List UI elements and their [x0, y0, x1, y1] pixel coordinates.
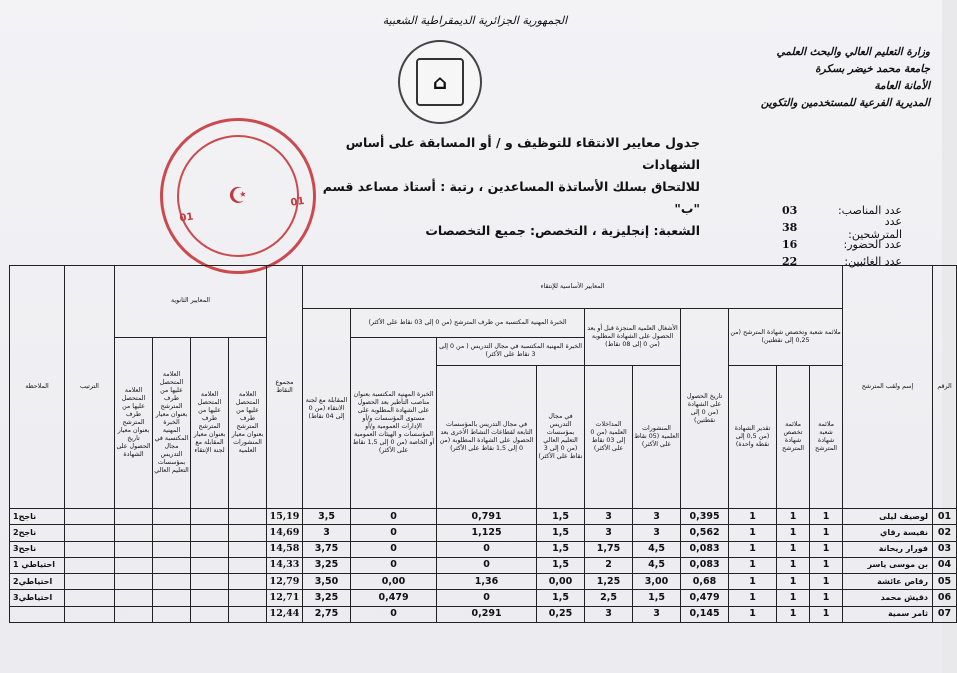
cell-sec-2: [191, 606, 229, 622]
cell-sec-2: [191, 541, 229, 557]
cell-higher: 1,5: [537, 557, 585, 573]
table-row: [10, 557, 957, 573]
cell-comms: 3: [585, 525, 633, 541]
title-line-1: جدول معايير الانتقاء للتوظيف و / أو المسابقة على أساس الشهادات: [345, 135, 700, 172]
cell-rank: [65, 590, 115, 606]
cell-note: ناجح3: [10, 541, 65, 557]
cell-spec: 1: [810, 525, 843, 541]
group-header-experience: الخبرة المهنية المكتسبة من طرف المترشح (من 0 إلى 03 نقاط على الأكثر): [351, 309, 585, 337]
cell-admin: 0: [351, 557, 437, 573]
university-line: جامعة محمد خيضر بسكرة: [815, 63, 930, 75]
cell-pubs: 4,5: [633, 541, 681, 557]
cell-time: 0,68: [681, 574, 729, 590]
cell-sec-1: [229, 574, 267, 590]
col-header-field: ملائمة تخصص شهادة المترشح: [777, 365, 810, 508]
stats-block: [762, 202, 902, 270]
ministry-block: [700, 44, 930, 112]
cell-num: 04: [933, 557, 957, 573]
cell-total: 14,33: [267, 557, 303, 573]
cell-sec-3: [153, 557, 191, 573]
col-header-sec-3: العلامة المتحصل عليها من طرف المترشح بعنوان معيار الخبرة المهنية المكتسبة في مجال التدريس بمؤسسات التعليم العالي: [153, 337, 191, 508]
cell-other: 1,125: [437, 525, 537, 541]
cell-grade: 1: [729, 574, 777, 590]
cell-interview: 3,25: [303, 557, 351, 573]
cell-name: ثامر سمية: [843, 606, 933, 622]
cell-higher: 1,5: [537, 509, 585, 525]
cell-name: نفيسة رقاي: [843, 525, 933, 541]
cell-grade: 1: [729, 590, 777, 606]
col-header-grade: تقدير الشهادة (من 0,5 إلى نقطة واحدة): [729, 365, 777, 508]
stat-candidates: [762, 214, 902, 241]
cell-num: 03: [933, 541, 957, 557]
cell-sec-2: [191, 509, 229, 525]
col-header-comms: المداخلات العلمية (من 0 إلى 03 نقاط على الأكثر): [585, 365, 633, 508]
cell-grade: 1: [729, 541, 777, 557]
table-row: [10, 525, 957, 541]
cell-spec: 1: [810, 509, 843, 525]
cell-sec-4: [115, 557, 153, 573]
secretariat-line: الأمانة العامة: [874, 80, 930, 92]
cell-spec: 1: [810, 590, 843, 606]
cell-note: احتياطي 1: [10, 557, 65, 573]
cell-spec: 1: [810, 574, 843, 590]
republic-heading: الجمهورية الجزائرية الديمقراطية الشعبية: [382, 14, 568, 27]
col-header-spec: ملائمة شعبة شهادة المترشح: [810, 365, 843, 508]
cell-pubs: 3: [633, 606, 681, 622]
cell-sec-3: [153, 606, 191, 622]
cell-note: [10, 606, 65, 622]
selection-criteria-table: [9, 265, 957, 623]
stat-value: 38: [782, 221, 798, 234]
cell-field: 1: [777, 541, 810, 557]
col-header-time: تاريخ الحصول على الشهادة (من 0 إلى نقطتين): [681, 309, 729, 509]
cell-field: 1: [777, 574, 810, 590]
cell-grade: 1: [729, 509, 777, 525]
cell-sec-2: [191, 525, 229, 541]
cell-pubs: 3: [633, 525, 681, 541]
col-header-total: مجموع النقاط: [267, 266, 303, 509]
cell-sec-3: [153, 509, 191, 525]
cell-other: 1,36: [437, 574, 537, 590]
cell-spec: 1: [810, 541, 843, 557]
cell-name: بن موسى ياسر: [843, 557, 933, 573]
cell-name: دقيش محمد: [843, 590, 933, 606]
group-header-basic: المعايير الأساسية للإنتقاء: [303, 266, 843, 309]
title-line-2: للالتحاق بسلك الأساتذة المساعدين ، رتبة : أستاذ مساعد قسم "ب": [322, 179, 700, 216]
cell-rank: [65, 606, 115, 622]
university-logo-icon: ⌂: [398, 40, 482, 124]
cell-admin: 0: [351, 606, 437, 622]
group-header-secondary: المعايير الثانوية: [115, 266, 267, 338]
cell-interview: 3,5: [303, 509, 351, 525]
cell-sec-1: [229, 541, 267, 557]
cell-sec-2: [191, 590, 229, 606]
table-row: [10, 509, 957, 525]
cell-pubs: 3: [633, 509, 681, 525]
cell-comms: 1,75: [585, 541, 633, 557]
cell-interview: 2,75: [303, 606, 351, 622]
cell-sec-4: [115, 509, 153, 525]
stat-value: 16: [782, 238, 798, 251]
cell-num: 06: [933, 590, 957, 606]
col-header-name: إسم ولقب المترشح: [843, 266, 933, 509]
cell-pubs: 1,5: [633, 590, 681, 606]
group-header-match: ملائمة شعبة وتخصص شهادة المترشح (من 0,25 إلى نقطتين): [729, 309, 843, 365]
col-header-admin: الخبرة المهنية المكتسبة بعنوان مناصب التأطير بعد الحصول على الشهادة المطلوبة على مستوى المؤسسات و/أو الإدارات العمومية و/أو المؤسسات و الهيئات العمومية أو الخاصة (من 0 إلى 1,5 نقاط على الأكثر): [351, 337, 437, 508]
cell-other: 0,291: [437, 606, 537, 622]
cell-time: 0,083: [681, 557, 729, 573]
ministry-line: وزارة التعليم العالي والبحث العلمي: [776, 46, 930, 58]
cell-sec-2: [191, 557, 229, 573]
col-header-rank: الترتيب: [65, 266, 115, 509]
cell-interview: 3: [303, 525, 351, 541]
cell-num: 02: [933, 525, 957, 541]
cell-sec-4: [115, 541, 153, 557]
cell-spec: 1: [810, 606, 843, 622]
cell-admin: 0: [351, 525, 437, 541]
cell-comms: 1,25: [585, 574, 633, 590]
cell-grade: 1: [729, 606, 777, 622]
cell-sec-1: [229, 509, 267, 525]
cell-comms: 2: [585, 557, 633, 573]
cell-field: 1: [777, 590, 810, 606]
col-header-other: في مجال التدريس بالمؤسسات التابعة لقطاعات النشاط الأخرى بعد الحصول على الشهادة المطلوبة (من 0 إلى 1,5 نقاط على الأكثر): [437, 365, 537, 508]
directorate-line: المديرية الفرعية للمستخدمين والتكوين: [760, 97, 930, 109]
cell-spec: 1: [810, 557, 843, 573]
cell-note: احتياطي2: [10, 574, 65, 590]
cell-sec-1: [229, 525, 267, 541]
cell-sec-1: [229, 606, 267, 622]
table-row: [10, 606, 957, 622]
table-row: [10, 590, 957, 606]
cell-comms: 2,5: [585, 590, 633, 606]
cell-time: 0,562: [681, 525, 729, 541]
table-row: [10, 574, 957, 590]
cell-name: لوصيف ليلى: [843, 509, 933, 525]
cell-sec-1: [229, 557, 267, 573]
cell-other: 0: [437, 541, 537, 557]
cell-time: 0,145: [681, 606, 729, 622]
cell-grade: 1: [729, 525, 777, 541]
cell-rank: [65, 541, 115, 557]
cell-note: ناجح2: [10, 525, 65, 541]
group-header-research: الأشغال العلمية المنجزة قبل أو بعد الحصول على الشهادة المطلوبة (من 0 إلى 08 نقاط): [585, 309, 681, 365]
cell-interview: 3,75: [303, 541, 351, 557]
table-row: [10, 541, 957, 557]
cell-admin: 0: [351, 541, 437, 557]
group-header-exp-teaching: الخبرة المهنية المكتسبة في مجال التدريس ( من 0 إلى 3 نقاط على الأكثر): [437, 337, 585, 365]
cell-interview: 3,50: [303, 574, 351, 590]
cell-sec-2: [191, 574, 229, 590]
cell-sec-1: [229, 590, 267, 606]
cell-admin: 0: [351, 509, 437, 525]
cell-num: 01: [933, 509, 957, 525]
cell-other: 0: [437, 590, 537, 606]
cell-total: 12,79: [267, 574, 303, 590]
cell-sec-3: [153, 574, 191, 590]
cell-sec-4: [115, 525, 153, 541]
cell-total: 12,71: [267, 590, 303, 606]
cell-rank: [65, 557, 115, 573]
col-header-num: الرقم: [933, 266, 957, 509]
stat-value: 22: [782, 255, 798, 268]
cell-higher: 0,25: [537, 606, 585, 622]
cell-num: 07: [933, 606, 957, 622]
cell-total: 14,69: [267, 525, 303, 541]
cell-comms: 3: [585, 606, 633, 622]
cell-comms: 3: [585, 509, 633, 525]
cell-admin: 0,00: [351, 574, 437, 590]
title-line-3: الشعبة: إنجليزية ، التخصص: جميع التخصصات: [425, 223, 700, 238]
cell-sec-4: [115, 574, 153, 590]
cell-pubs: 3,00: [633, 574, 681, 590]
col-header-pubs: المنشورات العلمية (05 نقاط على الأكثر): [633, 365, 681, 508]
cell-field: 1: [777, 606, 810, 622]
cell-admin: 0,479: [351, 590, 437, 606]
col-header-sec-1: العلامة المتحصل عليها من طرف المترشح بعنوان معيار المنشورات العلمية: [229, 337, 267, 508]
cell-other: 0: [437, 557, 537, 573]
cell-higher: 0,00: [537, 574, 585, 590]
cell-rank: [65, 525, 115, 541]
cell-rank: [65, 509, 115, 525]
cell-interview: 3,25: [303, 590, 351, 606]
col-header-interview: المقابلة مع لجنة الانتقاء (من 0 إلى 04 نقاط): [303, 309, 351, 509]
cell-higher: 1,5: [537, 541, 585, 557]
cell-grade: 1: [729, 557, 777, 573]
col-header-sec-2: العلامة المتحصل عليها من طرف المترشح بعنوان معيار المقابلة مع لجنة الإنتقاء: [191, 337, 229, 508]
cell-time: 0,083: [681, 541, 729, 557]
official-stamp-icon: 01 ☪ 01: [150, 108, 326, 284]
cell-sec-3: [153, 590, 191, 606]
stat-label: عدد الغائبين:: [844, 255, 902, 268]
stat-label: عدد المترشحين:: [848, 214, 902, 241]
col-header-note: الملاحظة: [10, 266, 65, 509]
cell-other: 0,791: [437, 509, 537, 525]
stat-label: عدد الحضور:: [843, 238, 902, 251]
cell-higher: 1,5: [537, 525, 585, 541]
cell-sec-3: [153, 525, 191, 541]
cell-num: 05: [933, 574, 957, 590]
cell-sec-3: [153, 541, 191, 557]
cell-higher: 1,5: [537, 590, 585, 606]
stat-present: [762, 236, 902, 253]
cell-sec-4: [115, 590, 153, 606]
cell-field: 1: [777, 509, 810, 525]
cell-field: 1: [777, 557, 810, 573]
cell-note: ناجح1: [10, 509, 65, 525]
cell-sec-4: [115, 606, 153, 622]
cell-rank: [65, 574, 115, 590]
cell-total: 14,58: [267, 541, 303, 557]
col-header-higher: في مجال التدريس بمؤسسات التعليم العالي (من 0 إلى 3 نقاط على الأكثر): [537, 365, 585, 508]
document-title: [320, 132, 700, 242]
cell-time: 0,395: [681, 509, 729, 525]
stat-value: 03: [782, 204, 798, 217]
cell-name: فورار ريحانة: [843, 541, 933, 557]
stat-label: عدد المناصب:: [837, 204, 902, 217]
cell-total: 15,19: [267, 509, 303, 525]
cell-note: احتياطي3: [10, 590, 65, 606]
cell-total: 12,44: [267, 606, 303, 622]
col-header-sec-4: العلامة المتحصل عليها من طرف المترشح بعنوان معيار تاريخ الحصول على الشهادة: [115, 337, 153, 508]
cell-field: 1: [777, 525, 810, 541]
cell-time: 0,479: [681, 590, 729, 606]
cell-name: رقاص عائشة: [843, 574, 933, 590]
cell-pubs: 4,5: [633, 557, 681, 573]
